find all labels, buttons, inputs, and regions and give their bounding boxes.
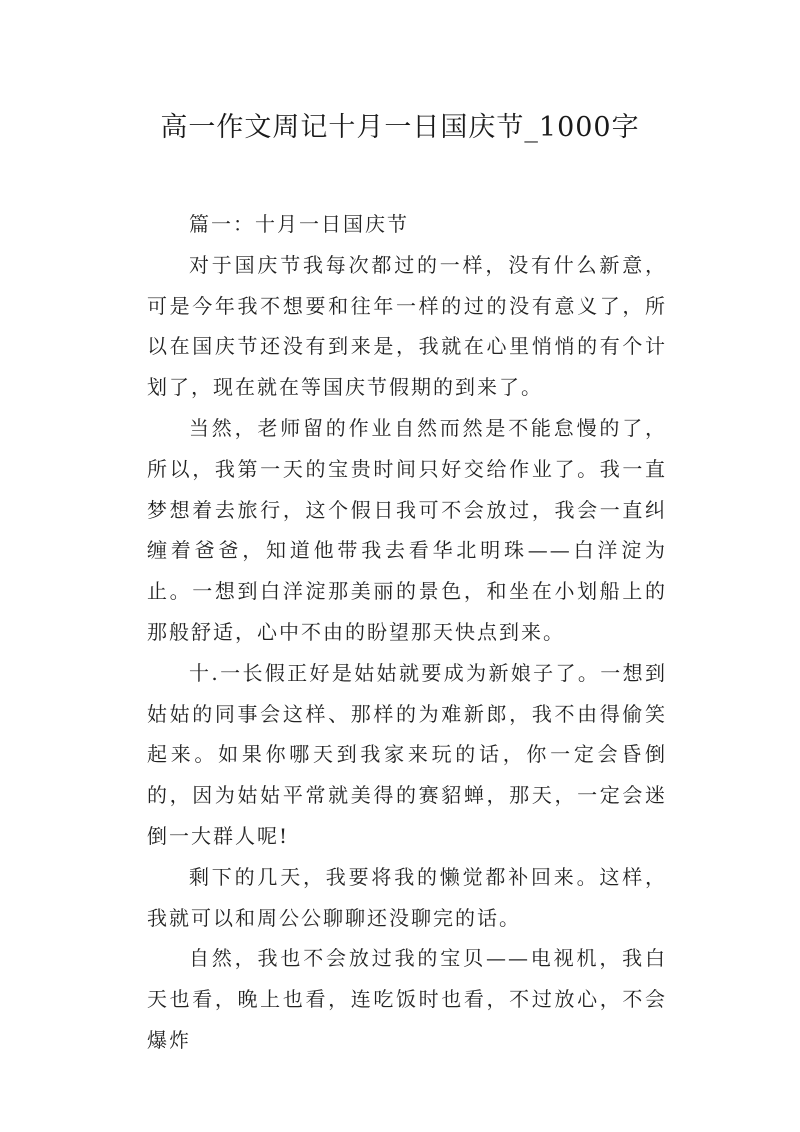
paragraph: 对于国庆节我每次都过的一样，没有什么新意，可是今年我不想要和往年一样的过的没有意义了，所以在国庆节还没有到来是，我就在心里悄悄的有个计划了，现在就在等国庆节假期的到来了。 [147,252,667,400]
paragraph: 自然，我也不会放过我的宝贝——电视机，我白天也看，晚上也看，连吃饭时也看，不过放心，不会爆炸 [147,946,667,1052]
document-title: 高一作文周记十月一日国庆节_1000字 [160,112,640,143]
paragraph: 当然，老师留的作业自然而然是不能怠慢的了，所以，我第一天的宝贵时间只好交给作业了。我一直梦想着去旅行，这个假日我可不会放过，我会一直纠缠着爸爸，知道他带我去看华北明珠——白洋淀为止。一想到白洋淀那美丽的景色，和坐在小划船上的那般舒适，心中不由的盼望那天快点到来。 [147,415,667,644]
paragraph: 十.一长假正好是姑姑就要成为新娘子了。一想到姑姑的同事会这样、那样的为难新郎，我不由得偷笑起来。如果你哪天到我家来玩的话，你一定会昏倒的，因为姑姑平常就美得的赛貂蝉，那天，一定会迷倒一大群人呢! [147,660,667,848]
document-body [147,204,667,1061]
paragraph: 剩下的几天，我要将我的懒觉都补回来。这样，我就可以和周公公聊聊还没聊完的话。 [147,864,667,930]
section-heading: 篇一：十月一日国庆节 [189,212,409,236]
